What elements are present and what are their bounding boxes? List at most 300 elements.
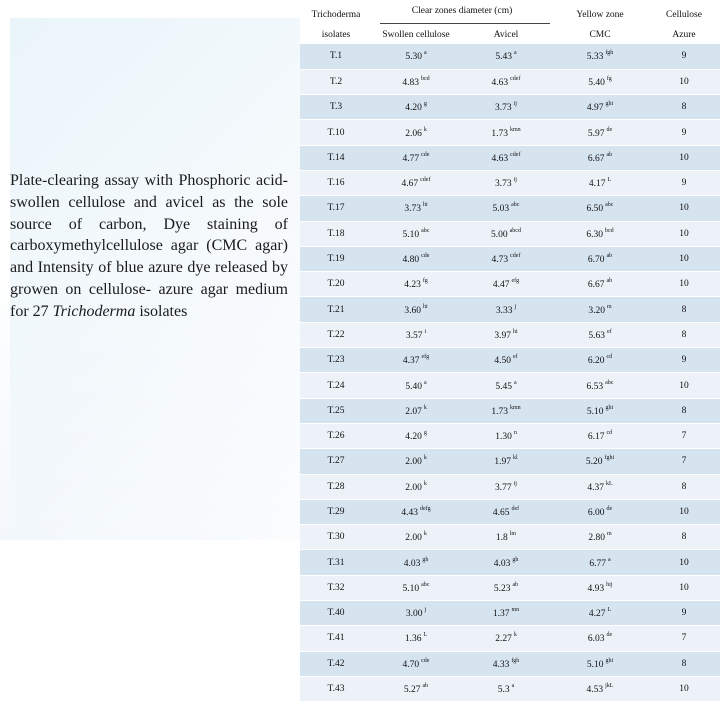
cell-isolate-value: T.14 — [327, 152, 345, 163]
cell-cmc-value: 5.10 — [586, 659, 604, 670]
cell-azure — [648, 348, 720, 373]
cell-avicel-value: 1.97 — [494, 457, 511, 468]
cell-swollen-significance: hi — [422, 202, 428, 209]
cell-cmc-value: 4.53 — [586, 685, 604, 696]
cell-cmc-value: 2.80 — [588, 533, 605, 544]
header-avicel: Avicel — [460, 30, 552, 44]
cell-swollen — [372, 626, 460, 651]
cell-swollen-value: 4.80 — [402, 255, 420, 266]
table-row — [300, 550, 720, 575]
cell-azure-value: 10 — [679, 506, 689, 517]
cell-isolate — [300, 474, 372, 499]
cell-cmc-significance: fgh — [605, 50, 614, 57]
cell-swollen-value: 2.00 — [405, 533, 422, 544]
cell-cmc-value: 4.37 — [587, 482, 604, 493]
cell-avicel-significance: efg — [511, 278, 520, 285]
cell-isolate-value: T.10 — [327, 127, 345, 138]
cell-isolate — [300, 272, 372, 297]
table-row — [300, 272, 720, 297]
cell-swollen — [372, 120, 460, 145]
cell-swollen-value: 4.70 — [402, 659, 420, 670]
cell-isolate — [300, 246, 372, 271]
cell-swollen — [372, 170, 460, 195]
cell-azure-value: 10 — [679, 228, 689, 239]
cell-isolate-value: T.26 — [327, 431, 345, 442]
cell-avicel-significance: kl — [512, 455, 518, 462]
cell-azure-value: 8 — [681, 481, 687, 492]
cell-isolate-value: T.29 — [327, 506, 345, 517]
cell-cmc — [552, 398, 648, 423]
cell-azure-value: 10 — [679, 380, 689, 391]
cell-isolate-value: T.22 — [327, 329, 345, 340]
results-table-container — [300, 0, 720, 696]
cell-avicel-value: 1.30 — [495, 432, 512, 443]
cell-azure — [648, 499, 720, 524]
header-cmc: CMC — [552, 30, 648, 44]
cell-isolate — [300, 601, 372, 626]
cell-azure — [648, 423, 720, 448]
cell-azure — [648, 322, 720, 347]
cell-swollen-value: 5.40 — [405, 381, 422, 392]
cell-cmc-value: 5.40 — [588, 77, 605, 88]
cell-avicel — [460, 550, 552, 575]
cell-avicel-value: 2.27 — [495, 634, 512, 645]
cell-azure-value: 8 — [681, 304, 687, 315]
cell-azure-value: 8 — [681, 405, 687, 416]
header-isolates: isolates — [300, 30, 372, 44]
cell-cmc-significance: jkL — [605, 683, 614, 690]
cell-avicel — [460, 120, 552, 145]
cell-swollen-value: 5.10 — [402, 229, 420, 240]
cell-isolate-value: T.25 — [327, 405, 345, 416]
cell-cmc — [552, 423, 648, 448]
cell-azure-value: 8 — [681, 329, 687, 340]
cell-azure — [648, 44, 720, 69]
cell-swollen-significance: hi — [422, 303, 428, 310]
cell-azure-value: 8 — [681, 532, 687, 543]
cell-swollen-significance: k — [423, 480, 427, 487]
cell-avicel — [460, 44, 552, 69]
cell-isolate — [300, 297, 372, 322]
table-row — [300, 44, 720, 69]
cell-swollen — [372, 348, 460, 373]
cell-azure-value: 7 — [681, 456, 687, 467]
cell-isolate — [300, 449, 372, 474]
cell-isolate — [300, 651, 372, 676]
cell-cmc-significance: bcd — [604, 227, 614, 234]
cell-azure — [648, 449, 720, 474]
cell-swollen-significance: cde — [421, 151, 430, 158]
cell-azure-value: 8 — [681, 102, 687, 113]
cell-isolate — [300, 626, 372, 651]
cell-azure — [648, 145, 720, 170]
cell-isolate — [300, 525, 372, 550]
cell-swollen-value: 4.83 — [402, 77, 419, 88]
cell-avicel-significance: gh — [512, 556, 519, 563]
cell-avicel-value: 5.45 — [495, 381, 512, 392]
header-underline — [380, 23, 550, 24]
cell-cmc — [552, 69, 648, 94]
cell-azure-value: 10 — [679, 279, 689, 290]
table-row — [300, 348, 720, 373]
cell-swollen — [372, 525, 460, 550]
table-body — [300, 44, 720, 702]
table-row — [300, 575, 720, 600]
cell-swollen-value: 4.43 — [401, 507, 418, 518]
cell-cmc — [552, 626, 648, 651]
cell-avicel — [460, 69, 552, 94]
cell-cmc-significance: m — [606, 303, 612, 310]
cell-cmc — [552, 246, 648, 271]
cell-avicel-value: 1.73 — [491, 406, 508, 417]
cell-swollen — [372, 373, 460, 398]
cell-cmc-value: 6.67 — [587, 280, 605, 291]
cell-cmc-value: 6.77 — [589, 558, 606, 569]
cell-cmc-value: 6.50 — [586, 204, 604, 215]
cell-azure-value: 7 — [681, 431, 687, 442]
table-row — [300, 170, 720, 195]
cell-swollen — [372, 474, 460, 499]
header-clear-zones-label: Clear zones diameter (cm) — [411, 6, 513, 16]
cell-avicel — [460, 651, 552, 676]
table-row — [300, 373, 720, 398]
cell-avicel — [460, 525, 552, 550]
cell-azure-value: 10 — [679, 684, 689, 695]
cell-swollen — [372, 95, 460, 120]
cell-cmc-value: 4.93 — [587, 583, 605, 594]
cell-azure — [648, 676, 720, 701]
cell-swollen — [372, 44, 460, 69]
cell-cmc-significance: de — [606, 505, 613, 512]
cell-avicel — [460, 398, 552, 423]
cell-swollen — [372, 550, 460, 575]
cell-cmc-value: 6.67 — [587, 153, 605, 164]
cell-isolate — [300, 170, 372, 195]
cell-azure-value: 10 — [679, 76, 689, 87]
cell-swollen-value: 4.23 — [404, 280, 421, 291]
cell-azure — [648, 246, 720, 271]
cell-isolate — [300, 44, 372, 69]
cell-azure — [648, 297, 720, 322]
cell-swollen-value: 5.30 — [405, 52, 422, 63]
cell-avicel-value: 4.73 — [491, 255, 509, 266]
cell-avicel — [460, 272, 552, 297]
cell-cmc-significance: ghi — [605, 404, 614, 411]
cell-azure — [648, 651, 720, 676]
cell-swollen-significance: fg — [422, 278, 428, 285]
cell-isolate-value: T.41 — [327, 633, 345, 644]
table-header — [300, 0, 720, 44]
cell-avicel-significance: hi — [512, 328, 518, 335]
table-row — [300, 297, 720, 322]
cell-cmc — [552, 297, 648, 322]
cell-swollen-significance: abc — [421, 227, 430, 234]
cell-avicel-value: 4.63 — [491, 77, 509, 88]
cell-swollen — [372, 676, 460, 701]
cell-cmc — [552, 676, 648, 701]
cell-cmc-significance: kL — [605, 480, 613, 487]
cell-cmc — [552, 145, 648, 170]
cell-swollen-value: 2.06 — [405, 128, 422, 139]
slide-caption — [10, 170, 288, 323]
table-row — [300, 474, 720, 499]
cell-isolate — [300, 69, 372, 94]
cell-cmc — [552, 221, 648, 246]
cell-swollen — [372, 499, 460, 524]
cell-avicel-value: 3.73 — [495, 179, 512, 190]
cell-cmc-significance: ab — [606, 253, 613, 260]
cell-swollen — [372, 221, 460, 246]
cell-cmc-significance: de — [606, 126, 613, 133]
table-row — [300, 651, 720, 676]
cell-swollen-significance: g — [423, 430, 427, 437]
cell-avicel-significance: j — [514, 303, 517, 310]
cell-cmc-significance: m — [606, 531, 612, 538]
cell-avicel-value: 5.43 — [495, 52, 512, 63]
header-swollen-cellulose: Swollen cellulose — [372, 30, 460, 44]
cell-avicel — [460, 676, 552, 701]
cell-isolate-value: T.21 — [327, 304, 345, 315]
cell-avicel-significance: ij — [513, 480, 517, 487]
cell-avicel-value: 3.97 — [494, 330, 511, 341]
cell-swollen-significance: ab — [422, 683, 429, 690]
table-row — [300, 499, 720, 524]
cell-swollen-significance: a — [423, 50, 427, 57]
cell-swollen-value: 4.67 — [401, 179, 419, 190]
cell-swollen-significance: gh — [422, 556, 429, 563]
cell-avicel — [460, 145, 552, 170]
cell-swollen-significance: L — [423, 632, 428, 639]
table-row — [300, 69, 720, 94]
cell-avicel-value: 4.65 — [492, 507, 510, 518]
cell-cmc-value: 6.00 — [587, 507, 605, 518]
cell-swollen-significance: a — [423, 379, 427, 386]
cell-swollen-value: 2.00 — [405, 457, 422, 468]
cell-avicel — [460, 626, 552, 651]
cell-avicel — [460, 373, 552, 398]
cell-isolate — [300, 499, 372, 524]
cell-cmc — [552, 651, 648, 676]
cell-avicel-significance: ij — [513, 101, 517, 108]
cell-swollen-value: 3.00 — [405, 609, 423, 620]
cell-avicel-value: 3.33 — [495, 305, 513, 316]
cell-swollen-value: 3.73 — [404, 204, 421, 215]
cell-cmc-value: 5.33 — [586, 52, 604, 63]
cell-isolate — [300, 398, 372, 423]
cell-avicel — [460, 196, 552, 221]
cell-avicel-significance: a — [511, 683, 515, 690]
cell-avicel — [460, 423, 552, 448]
cell-cmc — [552, 95, 648, 120]
table-row — [300, 145, 720, 170]
cell-cmc — [552, 44, 648, 69]
cell-swollen — [372, 322, 460, 347]
cell-azure — [648, 120, 720, 145]
cell-cmc-value: 5.97 — [587, 128, 605, 139]
cell-isolate — [300, 120, 372, 145]
cell-isolate — [300, 676, 372, 701]
cell-cmc-value: 6.53 — [586, 381, 604, 392]
cell-cmc-value: 4.17 — [588, 179, 606, 190]
cell-isolate-value: T.27 — [327, 456, 345, 467]
cell-isolate-value: T.18 — [327, 228, 345, 239]
cell-avicel-value: 5.23 — [493, 583, 511, 594]
cell-avicel-significance: ij — [513, 177, 517, 184]
table-row — [300, 246, 720, 271]
cell-azure — [648, 373, 720, 398]
cell-isolate-value: T.16 — [327, 178, 345, 189]
caption-text: Plate-clearing assay with Phosphoric acid-swollen cellulose and avicel as the sole source of carbon, Dye staining of carboxymethylcellulose agar (CMC agar) and Intensity of blue azure dye released by growen on cellulose- azure agar medium for 27 — [10, 172, 288, 320]
cell-isolate — [300, 550, 372, 575]
cell-cmc — [552, 474, 648, 499]
cell-swollen-significance: k — [423, 455, 427, 462]
cell-cmc-value: 6.17 — [587, 432, 605, 443]
cell-swollen — [372, 449, 460, 474]
cell-cmc — [552, 499, 648, 524]
cell-cmc-value: 3.20 — [588, 305, 605, 316]
cell-azure — [648, 196, 720, 221]
cell-isolate-value: T.17 — [327, 203, 345, 214]
cell-avicel — [460, 322, 552, 347]
cell-avicel-value: 4.47 — [492, 280, 510, 291]
cell-cmc — [552, 322, 648, 347]
cell-cmc-value: 6.70 — [587, 255, 605, 266]
cell-avicel-significance: k — [513, 632, 517, 639]
cell-cmc-value: 6.20 — [587, 356, 605, 367]
cell-avicel-value: 1.8 — [495, 533, 508, 544]
cell-cmc-value: 4.97 — [586, 103, 604, 114]
cell-isolate — [300, 196, 372, 221]
cell-swollen — [372, 246, 460, 271]
table-row — [300, 196, 720, 221]
cell-cmc-significance: de — [606, 632, 613, 639]
cell-cmc — [552, 525, 648, 550]
cell-swollen-significance: g — [423, 101, 427, 108]
cell-azure-value: 9 — [681, 608, 687, 619]
cell-isolate — [300, 373, 372, 398]
cell-swollen-significance: k — [423, 531, 427, 538]
cell-avicel-significance: n — [513, 430, 517, 437]
table-row — [300, 398, 720, 423]
cell-avicel-value: 4.50 — [494, 356, 511, 367]
cell-azure — [648, 626, 720, 651]
cell-cmc-significance: cd — [606, 354, 613, 361]
table-row — [300, 626, 720, 651]
cell-swollen-value: 5.10 — [402, 583, 420, 594]
cell-azure — [648, 398, 720, 423]
cell-swollen — [372, 423, 460, 448]
cell-avicel — [460, 297, 552, 322]
cell-swollen-value: 1.36 — [404, 634, 422, 645]
cell-cmc — [552, 449, 648, 474]
cell-avicel-value: 4.63 — [491, 153, 509, 164]
cell-cmc-value: 6.03 — [587, 634, 605, 645]
cell-cmc-significance: ghi — [605, 101, 614, 108]
cell-swollen-value: 4.77 — [402, 153, 420, 164]
table-row — [300, 221, 720, 246]
cell-azure-value: 9 — [681, 51, 687, 62]
cell-swollen-significance: cde — [421, 253, 430, 260]
cell-avicel-significance: cdef — [510, 75, 521, 82]
cell-azure-value: 9 — [681, 127, 687, 138]
cell-avicel-significance: lm — [509, 531, 517, 538]
cell-swollen-significance: bcd — [420, 75, 430, 82]
cell-azure-value: 10 — [679, 254, 689, 265]
cell-isolate — [300, 322, 372, 347]
cell-isolate — [300, 423, 372, 448]
cell-azure — [648, 601, 720, 626]
cell-swollen — [372, 651, 460, 676]
cell-cmc-significance: abc — [605, 379, 614, 386]
cell-swollen — [372, 272, 460, 297]
cell-avicel-significance: a — [513, 50, 517, 57]
cell-avicel — [460, 95, 552, 120]
cell-avicel-significance: def — [511, 505, 520, 512]
cell-isolate-value: T.20 — [327, 279, 345, 290]
cell-isolate-value: T.28 — [327, 481, 345, 492]
cell-isolate-value: T.40 — [327, 608, 345, 619]
cell-cmc-value: 5.10 — [586, 406, 604, 417]
cell-cmc-significance: a — [607, 556, 611, 563]
cell-isolate-value: T.1 — [329, 51, 343, 62]
cell-swollen-value: 2.00 — [405, 482, 422, 493]
cell-cmc-significance: abc — [605, 202, 614, 209]
header-azure: Azure — [648, 30, 720, 44]
table-row — [300, 525, 720, 550]
cell-swollen-significance: j — [424, 607, 427, 614]
cell-avicel-significance: kmn — [509, 404, 521, 411]
table-row — [300, 423, 720, 448]
cell-avicel — [460, 449, 552, 474]
cell-swollen-value: 4.37 — [402, 356, 420, 367]
cell-avicel — [460, 170, 552, 195]
cell-cmc — [552, 601, 648, 626]
cell-cmc-value: 4.27 — [588, 609, 606, 620]
cell-swollen — [372, 69, 460, 94]
header-cellulose: Cellulose — [648, 0, 720, 30]
cell-avicel-value: 5.00 — [491, 229, 508, 240]
cell-azure — [648, 221, 720, 246]
cell-isolate-value: T.2 — [329, 76, 343, 87]
cell-avicel — [460, 246, 552, 271]
cell-swollen-value: 3.57 — [405, 330, 423, 341]
cell-avicel — [460, 348, 552, 373]
cell-avicel-value: 5.03 — [492, 204, 510, 215]
cell-cmc-value: 5.63 — [588, 330, 605, 341]
cell-azure — [648, 95, 720, 120]
cell-azure-value: 10 — [679, 582, 689, 593]
cell-swollen-value: 4.20 — [405, 103, 422, 114]
cell-avicel-value: 4.33 — [492, 659, 510, 670]
cell-isolate-value: T.19 — [327, 254, 345, 265]
cell-swollen-significance: defg — [419, 505, 431, 512]
cell-avicel — [460, 221, 552, 246]
table-row — [300, 676, 720, 701]
cell-cmc — [552, 373, 648, 398]
cell-azure-value: 8 — [681, 658, 687, 669]
cell-azure-value: 9 — [681, 355, 687, 366]
cell-avicel-value: 1.37 — [492, 609, 510, 620]
cell-avicel-significance: cdef — [510, 151, 521, 158]
cell-cmc — [552, 196, 648, 221]
cell-cmc-significance: ab — [606, 278, 613, 285]
cell-azure-value: 10 — [679, 203, 689, 214]
cell-azure-value: 7 — [681, 633, 687, 644]
cell-avicel-significance: cdef — [510, 253, 521, 260]
cell-cmc-significance: hij — [606, 581, 613, 588]
cell-avicel-significance: abcd — [509, 227, 521, 234]
cell-avicel-significance: abc — [511, 202, 520, 209]
